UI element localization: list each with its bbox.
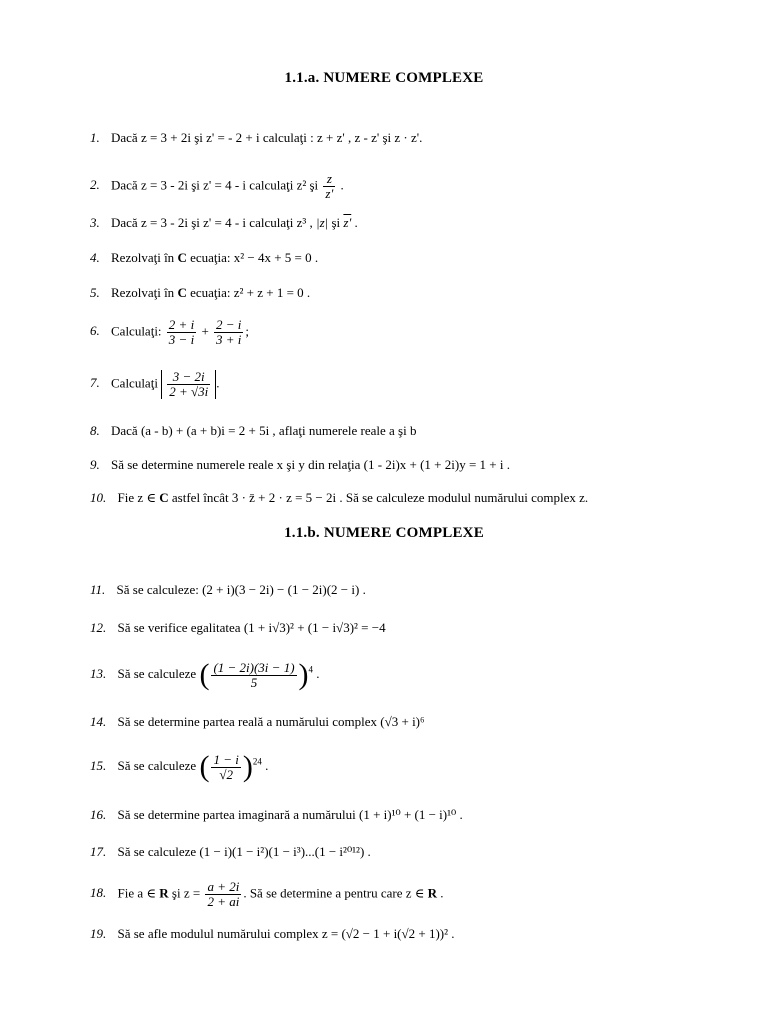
problem-text-end: . [316,665,320,681]
problem-text-end: ; [245,323,250,339]
fraction-numerator: a + 2i [207,879,240,894]
problem-number: 13. [90,665,107,681]
fraction [214,318,243,347]
problem-number: 3. [90,215,100,230]
problem-text: Rezolvaţi în [111,285,178,300]
fraction [211,661,296,690]
problem-text: Rezolvaţi în [111,250,178,265]
problem-number: 9. [90,457,100,472]
fraction-denominator: 3 + i [216,332,242,347]
exponent: 4 [308,664,314,675]
problem-label: Calculaţi: [111,323,162,339]
problem-text: Dacă z = 3 - 2i şi z' = 4 - i calculaţi z³ , [111,215,316,230]
problem-13: 13. Să se calculeze ( $\frac{(1 - 2i)(3i - 1)}{5}$ )$^4$ . [90,658,320,691]
problem-1 [90,129,750,147]
problem-17 [90,843,750,861]
problem-text: Fie a ∈ [117,885,160,901]
fraction-numerator: (1 − 2i)(3i − 1) [213,659,295,675]
problem-text-end: astfel încât 3 · z̄ + 2 · z = 5 − 2i . Să se calculeze modulul numărului complex z. [168,490,589,505]
fraction-denominator: √2 [219,766,233,782]
problem-number: 2. [90,177,100,193]
problem-12 [90,619,750,637]
modulus [161,370,216,399]
problem-text-end: . [340,177,344,193]
fraction-numerator: 1 − i [213,751,239,767]
problem-text-end: . [351,215,358,230]
problem-9 [90,456,750,474]
problem-number: 10. [90,490,107,505]
problem-number: 12. [90,620,107,635]
operator: + [201,323,209,339]
problem-7 [90,370,750,399]
problem-number: 16. [90,807,107,822]
problem-text: Să se determine partea imaginară a numărului (1 + i)¹⁰ + (1 − i)¹⁰ . [117,807,463,822]
problem-text: Să se afle modulul numărului complex z = (√2 − 1 + i(√2 + 1))² . [117,926,455,941]
complex-set-symbol: C [177,250,187,265]
problem-number: 7. [90,375,100,391]
problem-number: 1. [90,130,100,145]
fraction-denominator: 2 + ai [207,894,240,909]
problem-18 [90,880,750,909]
problem-6 [90,318,750,347]
fraction-denominator: z' [325,186,334,201]
problem-number: 18. [90,885,107,901]
fraction [211,753,240,782]
modulus-arg: z [319,215,325,230]
problem-text: Dacă z = 3 - 2i şi z' = 4 - i calculaţi z² şi [111,177,319,193]
fraction [167,318,196,347]
problem-text-end: ecuaţia: z² + z + 1 = 0 . [186,285,311,300]
problem-2 [90,172,750,201]
problem-label: Să se calculeze [117,757,197,773]
fraction-numerator: 2 + i [168,317,195,332]
problem-number: 5. [90,285,100,300]
problem-number: 15. [90,757,107,773]
section-b-title: 1.1.b. NUMERE COMPLEXE [284,525,484,541]
problem-16 [90,806,750,824]
problem-number: 4. [90,250,100,265]
problem-8 [90,422,750,440]
complex-set-symbol: C [159,490,169,505]
problem-text: Dacă (a - b) + (a + b)i = 2 + 5i , aflaţi numerele reale a şi b [111,423,417,438]
fraction-numerator: 3 − 2i [167,370,210,385]
problem-number: 19. [90,926,107,941]
problem-number: 8. [90,423,100,438]
problem-11 [90,581,750,599]
problem-number: 14. [90,714,107,729]
fraction-numerator: z [323,172,335,187]
problem-text: Să se calculeze: (2 + i)(3 − 2i) − (1 − 2i)(2 − i) . [116,582,366,597]
problem-text-mid: şi [328,215,344,230]
problem-text: Dacă z = 3 + 2i şi z' = - 2 + i calculaţi : z + z' , z - z' şi z · z'. [111,130,423,145]
problem-text-end: . [265,757,269,773]
problem-10 [90,489,750,507]
complex-set-symbol: C [177,285,187,300]
section-a-title: 1.1.a. NUMERE COMPLEXE [284,70,484,86]
problem-number: 6. [90,323,100,339]
problem-label: Calculaţi [111,375,158,391]
problem-text-end: ecuaţia: x² − 4x + 5 = 0 . [186,250,319,265]
problem-text-end: . [437,885,444,901]
problem-5 [90,284,750,302]
problem-text: Să se calculeze (1 − i)(1 − i²)(1 − i³)...(1 − i²⁰¹²) . [117,844,371,859]
problem-text: Să se verifice egalitatea (1 + i√3)² + (1 − i√3)² = −4 [117,620,386,635]
fraction-numerator: 2 − i [216,317,242,332]
real-set-symbol: R [427,885,438,901]
problem-number: 17. [90,844,107,859]
problem-15: 15. Să se calculeze ( $\frac{1 - i}{√2}$ )$^{24}$ . [90,750,269,783]
fraction [167,370,210,399]
exponent: 24 [252,756,262,767]
problem-text-post: . Să se determine a pentru care z ∈ [243,885,428,901]
problem-14 [90,713,750,731]
fraction [323,172,335,201]
fraction-denominator: 5 [250,674,258,690]
fraction-denominator: 3 − i [168,332,195,347]
real-set-symbol: R [159,885,169,901]
problem-text: Fie z ∈ [117,490,160,505]
problem-label: Să se calculeze [117,665,197,681]
problem-text: Să se determine partea reală a numărului complex (√3 + i)⁶ [117,714,425,729]
problem-number: 11. [90,582,106,597]
problem-text-end: . [216,375,220,391]
problem-text: Să se determine numerele reale x şi y din relaţia (1 - 2i)x + (1 + 2i)y = 1 + i . [111,457,510,472]
fraction-denominator: 2 + √3i [169,384,209,399]
problem-19 [90,925,750,943]
conjugate: z' [343,215,352,230]
problem-4 [90,249,750,267]
problem-3: 3. Dacă z = 3 - 2i şi z' = 4 - i calculaţi z³ , |z| şi z' . [90,215,358,230]
fraction [205,880,241,909]
problem-text-mid: şi z = [168,885,201,901]
